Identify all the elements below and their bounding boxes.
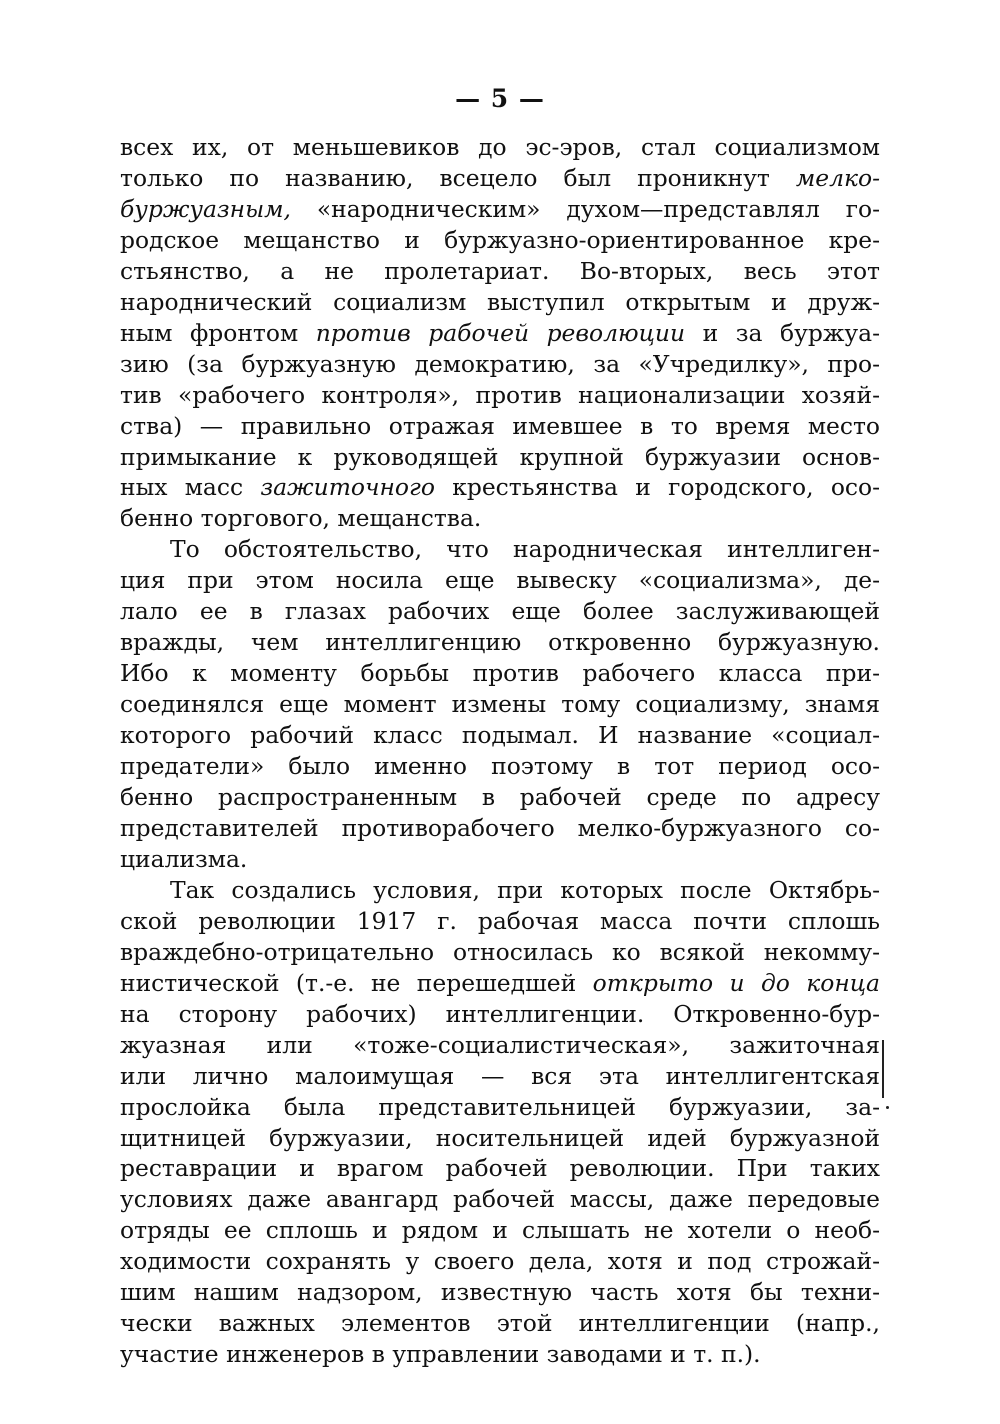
text-line bbox=[120, 380, 880, 411]
italic-text-segment: мелко- bbox=[795, 163, 880, 192]
text-line bbox=[120, 782, 880, 813]
text-segment: предатели» было именно поэтому в тот период осо- bbox=[120, 752, 880, 781]
text-segment: То обстоятельство, что народническая интеллиген- bbox=[170, 535, 880, 564]
text-line bbox=[120, 163, 880, 194]
text-segment: ция при этом носила еще вывеску «социализма», де- bbox=[120, 566, 880, 595]
text-segment: нистической (т.-е. не перешедшей bbox=[120, 968, 593, 997]
text-segment: тив «рабочего контроля», против национализации хозяй- bbox=[120, 380, 880, 409]
text-segment: ства) — правильно отражая имевшее в то время место bbox=[120, 411, 880, 440]
text-segment: бенно распространенным в рабочей среде по адресу bbox=[120, 783, 880, 812]
text-segment: ходимости сохранять у своего дела, хотя и под строжай- bbox=[120, 1247, 880, 1276]
italic-text-segment: против рабочей революции bbox=[315, 318, 686, 347]
italic-text-segment: открыто и до конца bbox=[592, 968, 880, 997]
text-segment: всех их, от меньшевиков до эс-эров, стал социализмом bbox=[120, 133, 880, 161]
text-segment: жуазная или «тоже-социалистическая», зажиточная bbox=[120, 1030, 880, 1059]
text-line bbox=[120, 132, 880, 163]
text-segment: примыкание к руководящей крупной буржуазии основ- bbox=[120, 442, 880, 471]
text-line bbox=[120, 1277, 880, 1308]
text-segment: лало ее в глазах рабочих еще более заслуживающей bbox=[120, 597, 880, 626]
text-line bbox=[120, 287, 880, 318]
text-line bbox=[120, 813, 880, 844]
text-segment: и за буржуа- bbox=[685, 318, 880, 347]
text-line bbox=[120, 411, 880, 442]
text-segment: родское мещанство и буржуазно-ориентированное кре- bbox=[120, 225, 880, 254]
text-segment: вражды, чем интеллигенцию откровенно буржуазную. bbox=[120, 628, 880, 657]
text-line bbox=[120, 751, 880, 782]
text-segment: отряды ее сплошь и рядом и слышать не хотели о необ- bbox=[120, 1216, 880, 1245]
text-line bbox=[120, 844, 880, 875]
text-segment: представителей противорабочего мелко-буржуазного со- bbox=[120, 813, 880, 842]
text-line bbox=[120, 968, 880, 999]
body-text bbox=[120, 132, 880, 1370]
text-line bbox=[120, 565, 880, 596]
text-line bbox=[120, 534, 880, 565]
text-segment: Ибо к моменту борьбы против рабочего класса при- bbox=[120, 659, 880, 688]
text-segment: ской революции 1917 г. рабочая масса почти сплошь bbox=[120, 906, 880, 935]
text-line bbox=[120, 689, 880, 720]
text-segment: реставрации и врагом рабочей революции. При таких bbox=[120, 1154, 880, 1183]
text-line bbox=[120, 1153, 880, 1184]
text-segment: или лично малоимущая — вся эта интеллигентская bbox=[120, 1061, 880, 1090]
text-line bbox=[120, 658, 880, 689]
text-line bbox=[120, 1246, 880, 1277]
text-segment: крестьянства и городского, осо- bbox=[434, 473, 880, 502]
text-segment: соединялся еще момент измены тому социализму, знамя bbox=[120, 690, 880, 719]
text-line bbox=[120, 720, 880, 751]
text-line bbox=[120, 1308, 880, 1339]
text-line bbox=[120, 256, 880, 287]
text-segment: стьянство, а не пролетариат. Во-вторых, весь этот bbox=[120, 256, 880, 285]
text-segment: щитницей буржуазии, носительницей идей буржуазной bbox=[120, 1123, 880, 1152]
text-line bbox=[120, 937, 880, 968]
text-segment: условиях даже авангард рабочей массы, даже передовые bbox=[120, 1185, 880, 1214]
italic-text-segment: буржуазным, bbox=[120, 194, 291, 223]
text-line bbox=[120, 1030, 880, 1061]
margin-bracket-mark bbox=[882, 1040, 892, 1098]
text-segment: враждебно-отрицательно относилась ко всякой некомму- bbox=[120, 937, 880, 966]
text-segment: которого рабочий класс подымал. И название «социал- bbox=[120, 721, 880, 750]
text-segment: зию (за буржуазную демократию, за «Учредилку», про- bbox=[120, 349, 880, 378]
text-line bbox=[120, 1339, 880, 1370]
text-line bbox=[120, 194, 880, 225]
text-segment: шим нашим надзором, известную часть хотя бы техни- bbox=[120, 1278, 880, 1307]
text-line bbox=[120, 1061, 880, 1092]
text-line bbox=[120, 472, 880, 503]
text-line bbox=[120, 999, 880, 1030]
text-line bbox=[120, 349, 880, 380]
text-segment: ных масс bbox=[120, 473, 261, 502]
text-line bbox=[120, 875, 880, 906]
text-line bbox=[120, 906, 880, 937]
text-segment: «народническим» духом—представлял го- bbox=[290, 194, 880, 223]
page-number: — 5 — bbox=[455, 84, 545, 113]
text-line bbox=[120, 318, 880, 349]
text-segment: Так создались условия, при которых после Октябрь- bbox=[170, 875, 880, 904]
text-segment: народнический социализм выступил открытым и друж- bbox=[120, 287, 880, 316]
italic-text-segment: зажиточного bbox=[260, 473, 435, 502]
text-line bbox=[120, 442, 880, 473]
text-segment: ным фронтом bbox=[120, 318, 316, 347]
margin-dot-mark bbox=[886, 1106, 889, 1109]
text-line bbox=[120, 503, 880, 534]
text-segment: на сторону рабочих) интеллигенции. Откровенно-бур- bbox=[120, 999, 880, 1028]
text-line bbox=[120, 1215, 880, 1246]
text-segment: чески важных элементов этой интеллигенции (напр., bbox=[120, 1309, 880, 1338]
text-segment: бенно торгового, мещанства. bbox=[120, 504, 482, 533]
text-line bbox=[120, 225, 880, 256]
text-segment: только по названию, всецело был проникнут bbox=[120, 163, 796, 192]
text-line bbox=[120, 1092, 880, 1123]
text-segment: участие инженеров в управлении заводами и т. п.). bbox=[120, 1340, 761, 1369]
text-line bbox=[120, 1184, 880, 1215]
text-line bbox=[120, 627, 880, 658]
text-segment: прослойка была представительницей буржуазии, за- bbox=[120, 1092, 880, 1121]
text-line bbox=[120, 1123, 880, 1154]
text-line bbox=[120, 596, 880, 627]
text-segment: циализма. bbox=[120, 844, 248, 873]
